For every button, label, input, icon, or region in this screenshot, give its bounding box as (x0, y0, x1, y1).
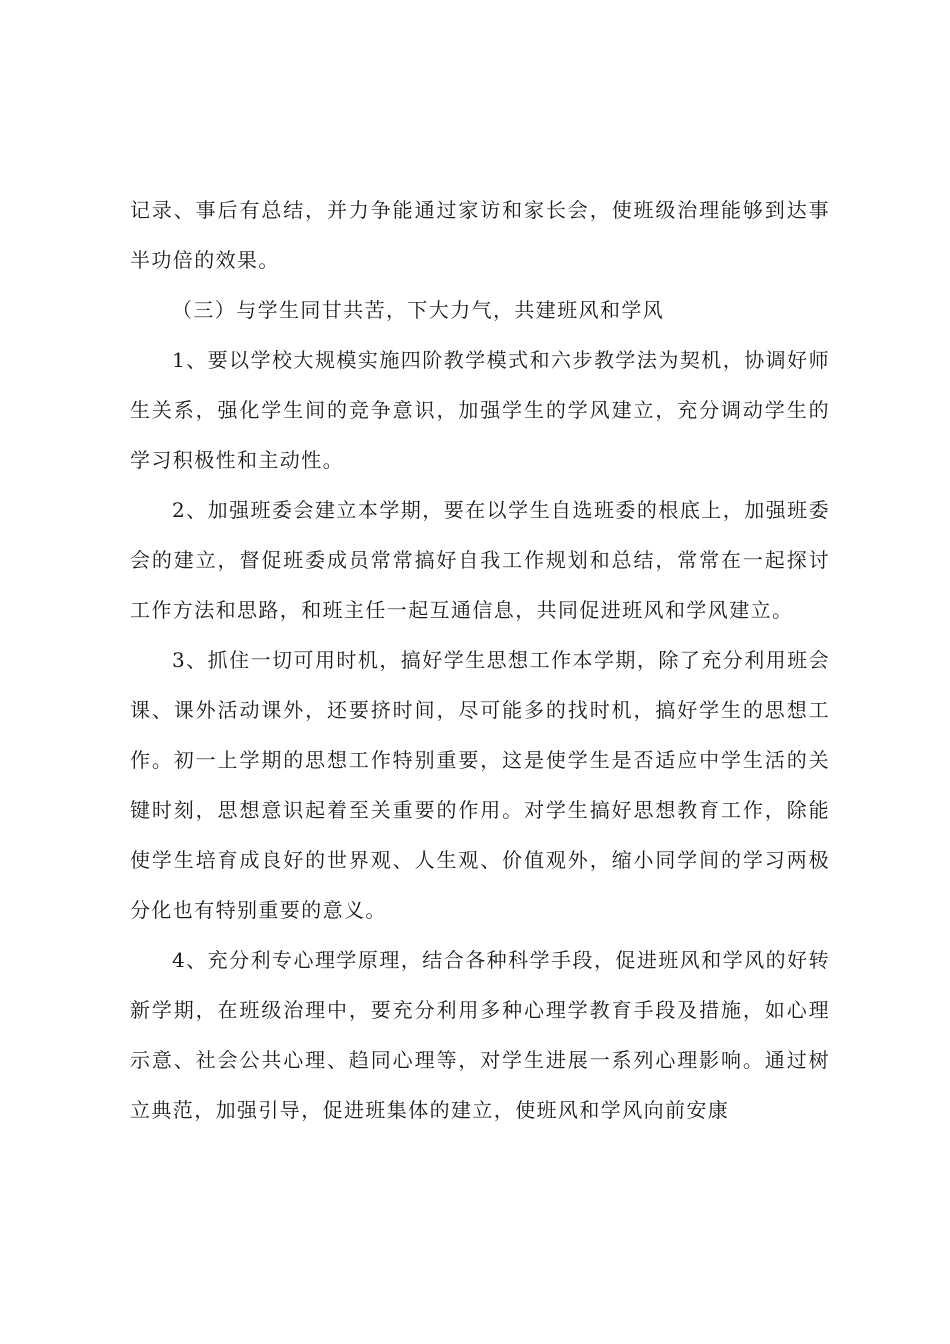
section-heading: （三）与学生同甘共苦，下大力气，共建班风和学风 (172, 298, 665, 322)
paragraph-item-3: 3、抓住一切可用时机，搞好学生思想工作本学期，除了充分利用班会课、课外活动课外，还要挤时间，尽可能多的找时机，搞好学生的思想工作。初一上学期的思想工作特别重要，这是使学生是否适应中学生活的关键时刻，思想意识起着至关重要的作用。对学生搞好思想教育工作，除能使学生培育成良好的世界观、人生观、价值观外，缩小同学间的学习两极分化也有特别重要的意义。 (130, 648, 830, 922)
document-body (130, 185, 830, 1135)
paragraph-item-4: 4、充分利专心理学原理，结合各种科学手段，促进班风和学风的好转新学期，在班级治理中，要充分利用多种心理学教育手段及措施，如心理示意、社会公共心理、趋同心理等，对学生进展一系列心理影响。通过树立典范，加强引导，促进班集体的建立，使班风和学风向前安康 (130, 948, 830, 1122)
paragraph-item-1: 1、要以学校大规模实施四阶教学模式和六步教学法为契机，协调好师生关系，强化学生间的竞争意识，加强学生的学风建立，充分调动学生的学习积极性和主动性。 (130, 348, 830, 472)
paragraph-item-2: 2、加强班委会建立本学期，要在以学生自选班委的根底上，加强班委会的建立，督促班委成员常常搞好自我工作规划和总结，常常在一起探讨工作方法和思路，和班主任一起互通信息，共同促进班风和学风建立。 (130, 498, 830, 622)
paragraph-continuation: 记录、事后有总结，并力争能通过家访和家长会，使班级治理能够到达事半功倍的效果。 (130, 198, 830, 272)
